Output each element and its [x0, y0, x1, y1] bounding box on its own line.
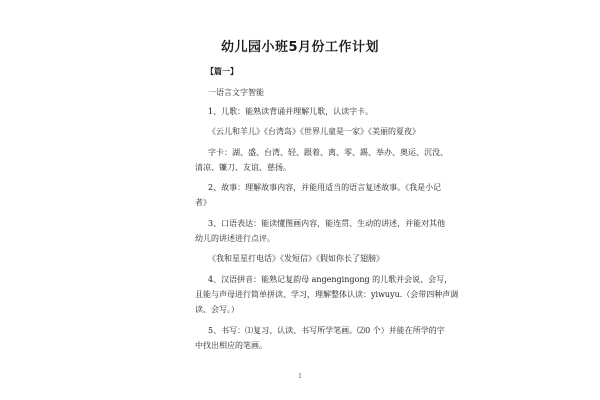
- paragraph-line: 3、口语表达：能读懂图画内容，能连贯、生动的讲述，并能对其他: [208, 219, 446, 228]
- section-heading: 一语言文字智能: [208, 88, 264, 97]
- paragraph-line: 清凉、镰刀、友谊、慈扬。: [195, 163, 291, 172]
- paragraph-line: 读、会写。）: [195, 305, 239, 314]
- paragraph-line: 1、儿歌：能熟读背诵并理解儿歌，认读字卡。: [208, 107, 374, 116]
- paragraph-line: 幼儿的讲述进行点评。: [195, 234, 275, 243]
- paragraph-line: 且能与声母进行简单拼读、学习，理解整体认读：yiwuyu.（会带四种声调: [195, 290, 459, 299]
- paragraph-line: 字卡：湖、盛、台湾、轻、跟着、离、零、踢、举办、奥运、沉没、: [208, 148, 448, 157]
- paragraph-line: 《我和星星打电话》《发短信》《假如你长了翅膀》: [208, 254, 384, 263]
- paragraph-line: 《云儿和羊儿》《台湾岛》《世界儿童是一家》《美丽的夏夜》: [208, 127, 420, 136]
- paragraph-line: 者》: [195, 198, 211, 207]
- paragraph-line: 4、汉语拼音：能熟记复韵母 angengingong 的儿歌并会说、会写，: [208, 275, 453, 284]
- document-title: 幼儿园小班5月份工作计划: [220, 40, 380, 55]
- paragraph-line: 中找出相应的笔画。: [195, 341, 267, 350]
- paragraph-line: 2、故事：理解故事内容，并能用适当的语言复述故事。《我是小记: [208, 183, 442, 192]
- page-number: 1: [298, 373, 302, 380]
- section-tag: 【篇一】: [206, 66, 238, 76]
- paragraph-line: 5、书写：⑴复习、认读、书写所学笔画。⑵0 个）并能在所学的字: [208, 326, 445, 335]
